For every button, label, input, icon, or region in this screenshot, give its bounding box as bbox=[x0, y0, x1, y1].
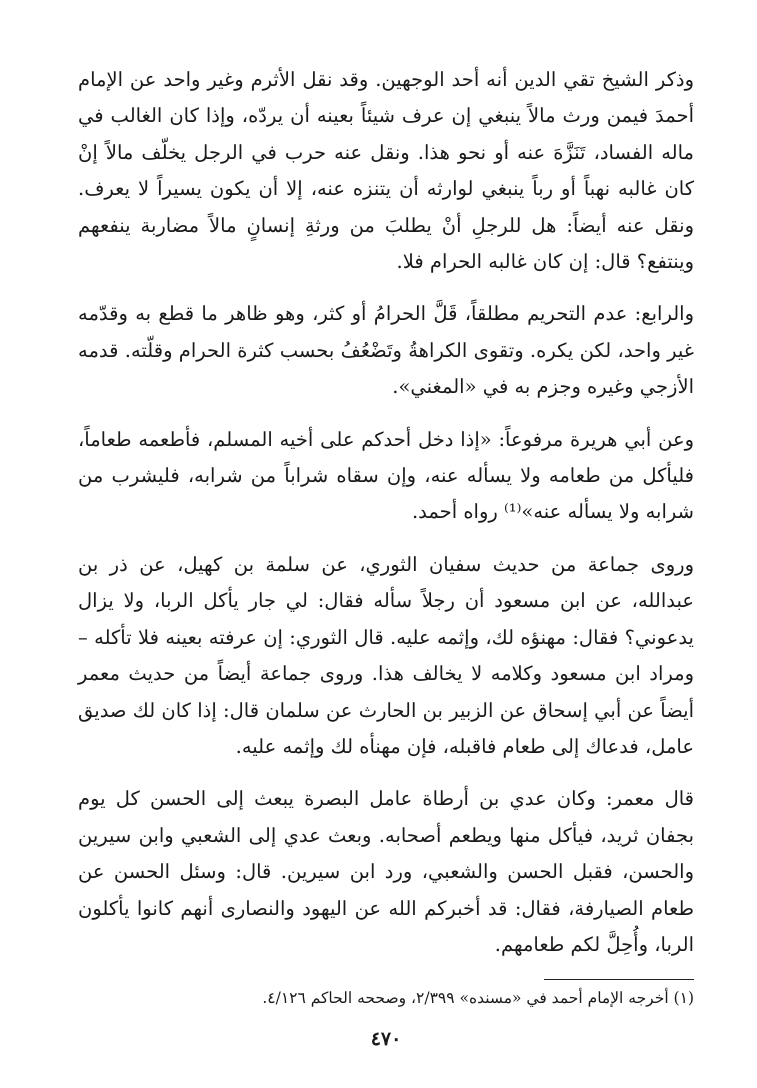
paragraph-1: وذكر الشيخ تقي الدين أنه أحد الوجهين. وقد نقل الأثرم وغير واحد عن الإمام أحمدَ فيمن ورث مالاً ينبغي إن عرف شيئاً بعينه أن يردّه، وإذا كان الغالب في ماله الفساد، تَنَزَّهَ عنه أو نحو هذا. ونقل عنه حرب في الرجل يخلّف مالاً إنْ كان غالبه نهباً أو رباً ينبغي لوارثه أن يتنزه عنه، إلا أن يكون يسيراً لا يعرف. ونقل عنه أيضاً: هل للرجلِ أنْ يطلبَ من ورثةِ إنسانٍ مالاً مضاربة ينفعهم وينتفع؟ قال: إن كان غالبه الحرام فلا. bbox=[78, 68, 694, 274]
paragraph-3: وعن أبي هريرة مرفوعاً: «إذا دخل أحدكم على أخيه المسلم، فأطعمه طعاماً، فليأكل من طعامه ولا يسأله عنه، وإن سقاه شراباً من شرابه، فليشرب من شرابه ولا يسأله عنه»⁽¹⁾ رواه أحمد. bbox=[78, 427, 694, 524]
page-number: ٤٧٠ bbox=[370, 1028, 402, 1050]
paragraph-5: قال معمر: وكان عدي بن أرطاة عامل البصرة يبعث إلى الحسن كل يوم بجفان ثريد، فيأكل منها ويطعم أصحابه. وبعث عدي إلى الشعبي وابن سيرين والحسن، فقبل الحسن والشعبي، ورد ابن سيرين. قال: وسئل الحسن عن طعام الصيارفة، فقال: قد أخبركم الله عن اليهود والنصارى أنهم كانوا يأكلون الربا، وأُحِلَّ لكم طعامهم. bbox=[78, 787, 694, 956]
paragraph-2: والرابع: عدم التحريم مطلقاً، قَلَّ الحرامُ أو كثر، وهو ظاهر ما قطع به وقدّمه غير واحد، لكن يكره. وتقوى الكراهةُ وتَضْعُفُ بحسب كثرة الحرام وقلّته. قدمه الأزجي وغيره وجزم به في «المغني». bbox=[78, 302, 694, 399]
footnote: (١) أخرجه الإمام أحمد في «مسنده» ٢/٣٩٩، وصححه الحاكم ٤/١٢٦. bbox=[262, 989, 694, 1007]
book-page bbox=[78, 62, 694, 1062]
paragraph-4: وروى جماعة من حديث سفيان الثوري، عن سلمة بن كهيل، عن ذر بن عبدالله، عن ابن مسعود أن رجلاً سأله فقال: لي جار يأكل الربا، ولا يزال يدعوني؟ فقال: مهنؤه لك، وإثمه عليه. قال الثوري: إن عرفته بعينه فلا تأكله – ومراد ابن مسعود وكلامه لا يخالف هذا. وروى جماعة أيضاً من حديث معمر أيضاً عن أبي إسحاق عن الزبير بن الحارث عن سلمان قال: إذا كان لك صديق عامل، فدعاك إلى طعام فاقبله، فإن مهنأه لك وإثمه عليه. bbox=[78, 552, 694, 758]
footnote-divider bbox=[544, 979, 694, 980]
